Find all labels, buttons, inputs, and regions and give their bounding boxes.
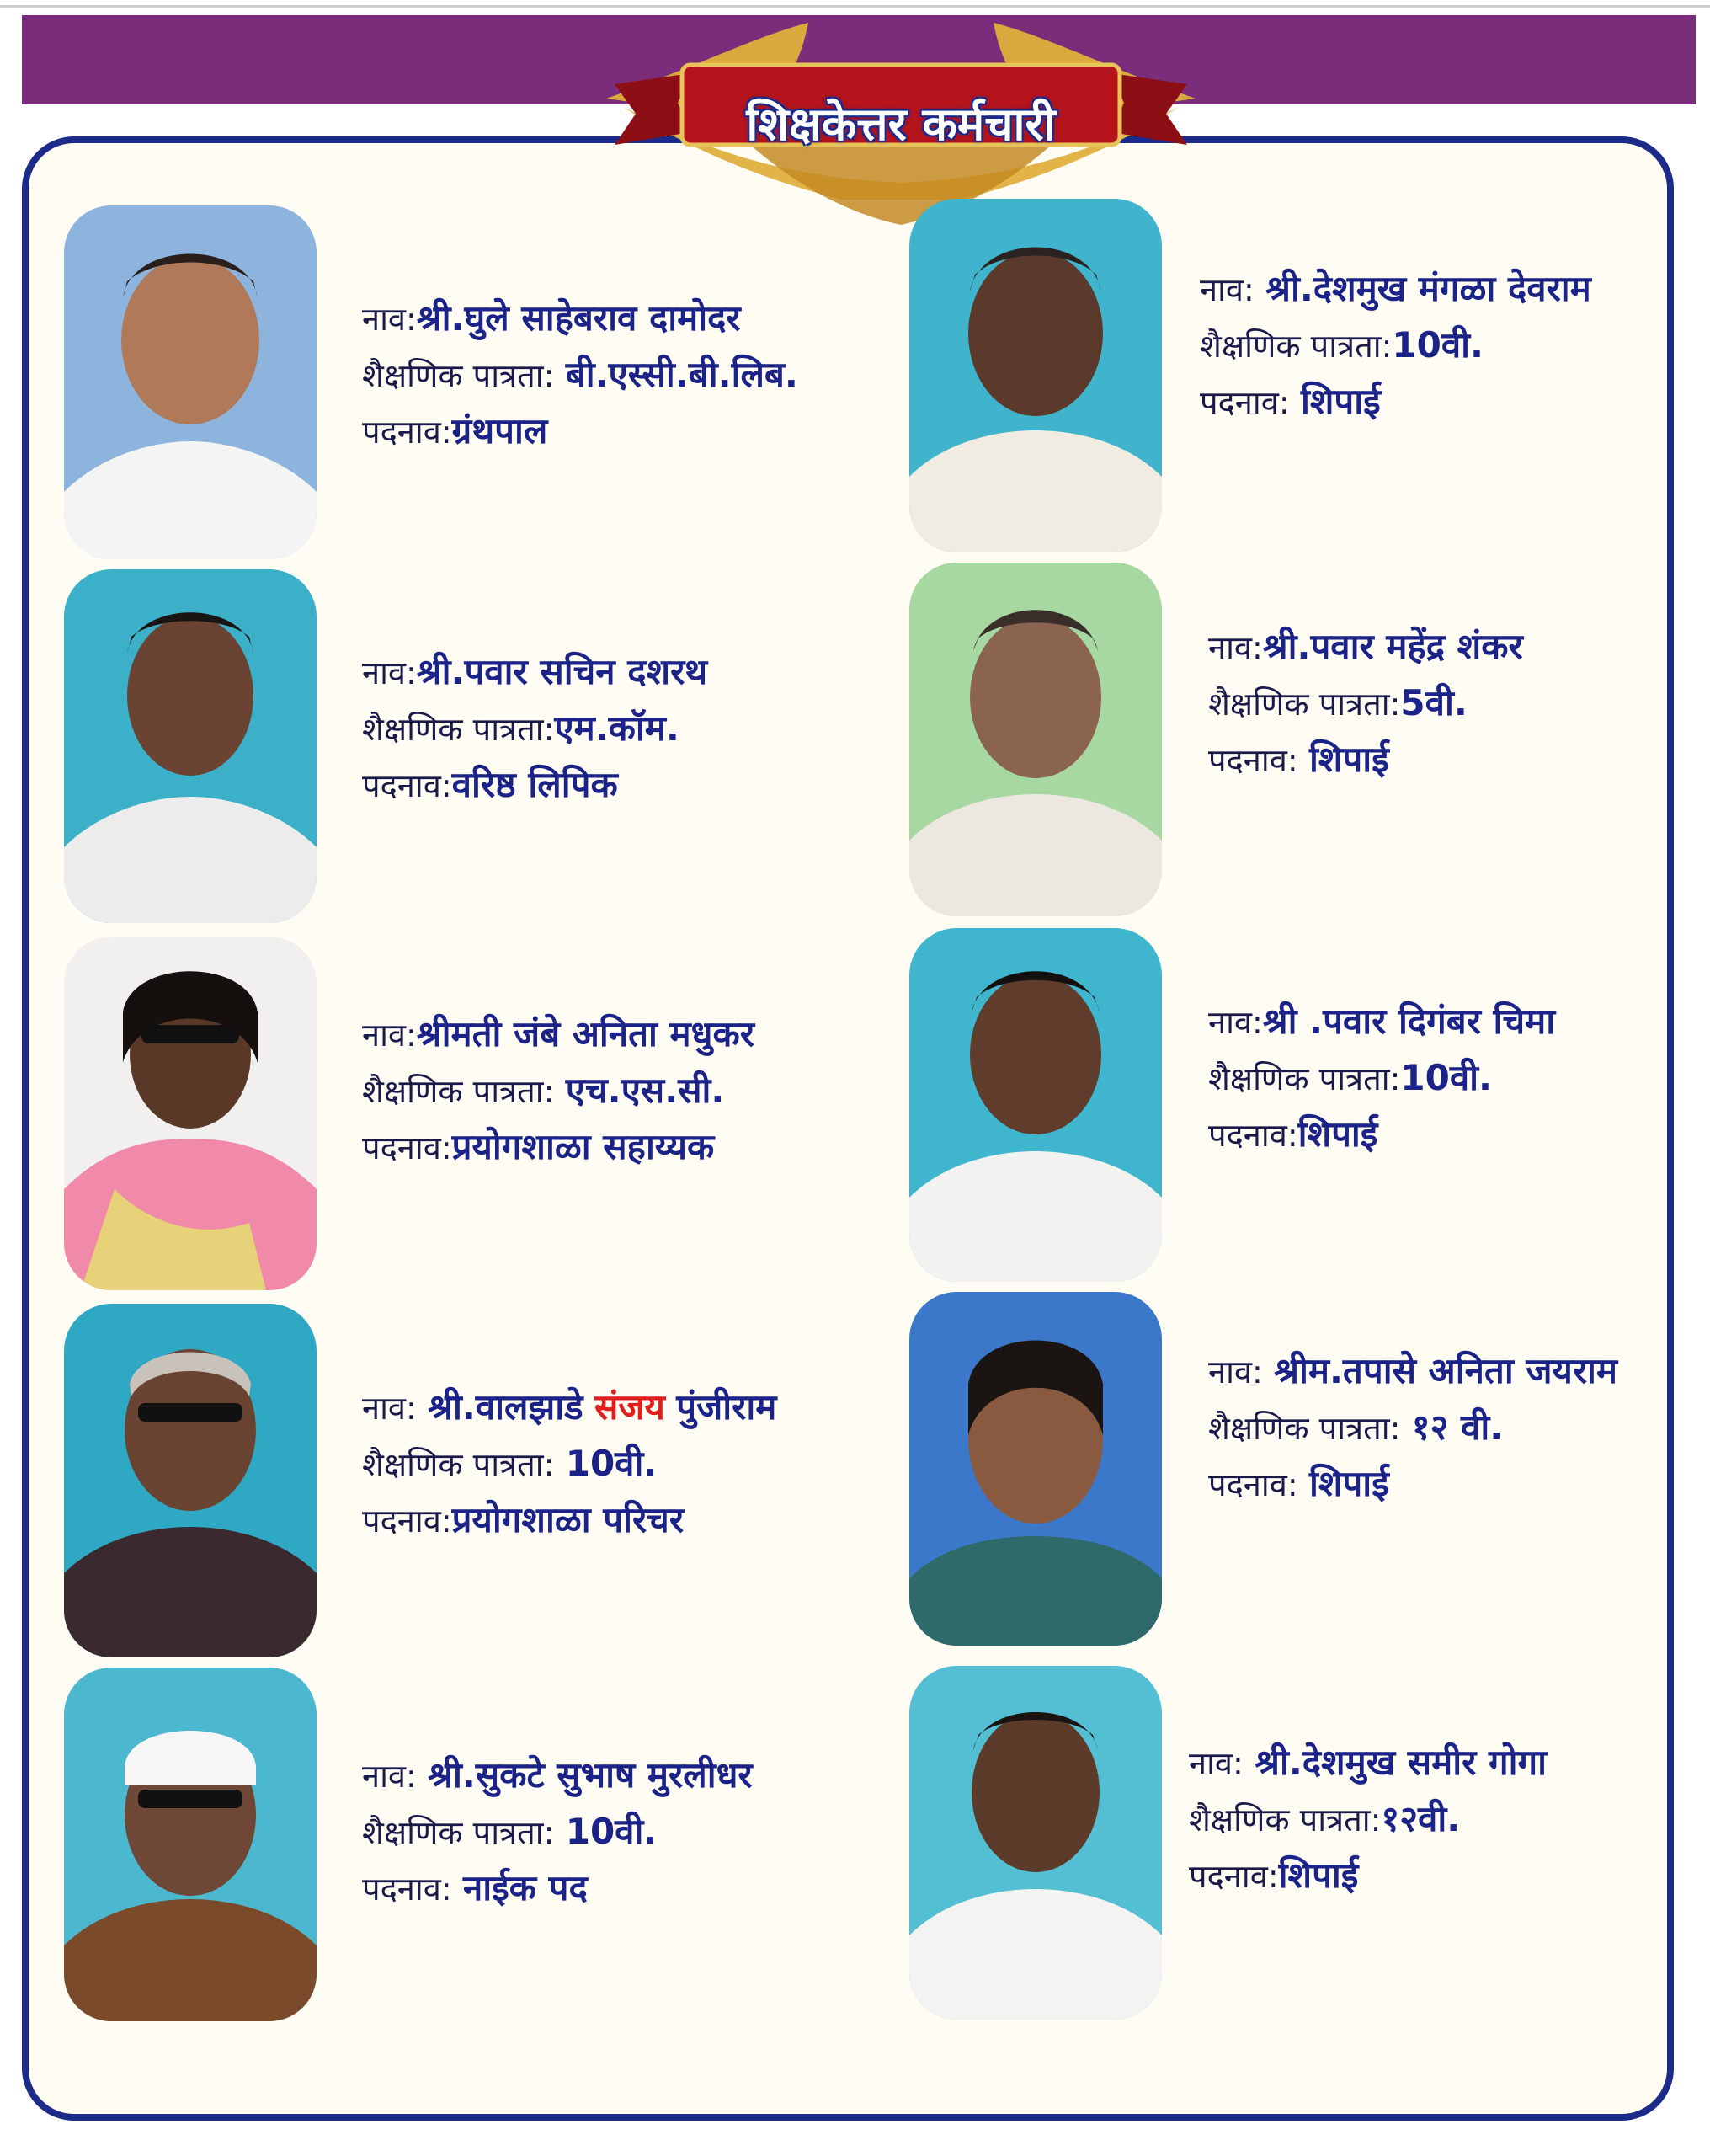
- staff-qualification: बी.एस्सी.बी.लिब.: [565, 354, 798, 395]
- staff-photo: [909, 1292, 1162, 1646]
- staff-qualification: 10वी.: [1392, 324, 1484, 366]
- staff-designation: शिपाई: [1308, 739, 1389, 780]
- staff-photo: [64, 1668, 317, 2021]
- staff-name: श्रीमती जंबे अनिता मधुकर: [416, 1013, 754, 1054]
- staff-name: श्री.देशमुख मंगळा देवराम: [1265, 268, 1591, 309]
- staff-photo: [909, 563, 1162, 916]
- staff-name-part: श्री.वालझाडे: [428, 1386, 583, 1428]
- staff-name-highlight: संजय: [594, 1386, 665, 1428]
- staff-name: श्री.देशमुख समीर गोगा: [1255, 1742, 1547, 1783]
- staff-qualification: 10वी.: [1400, 1057, 1493, 1098]
- staff-qualification: एच.एस.सी.: [565, 1070, 725, 1111]
- staff-designation: प्रयोगशाळा सहाय्यक: [451, 1126, 715, 1167]
- staff-photo: [64, 1304, 317, 1657]
- staff-name: श्री.घुले साहेबराव दामोदर: [416, 297, 741, 339]
- page-title: शिक्षकेत्तर कर्मचारी: [746, 98, 1056, 151]
- staff-photo: [909, 928, 1162, 1282]
- staff-photo: [64, 205, 317, 559]
- staff-photo: [909, 1666, 1162, 2020]
- staff-name: श्री.पवार महेंद्र शंकर: [1262, 626, 1523, 667]
- staff-designation: शिपाई: [1297, 1113, 1378, 1155]
- staff-designation: ग्रंथपाल: [451, 410, 548, 451]
- top-divider-line: [0, 5, 1710, 8]
- staff-name-part: पुंजीराम: [676, 1386, 777, 1428]
- staff-photo: [64, 569, 317, 923]
- staff-designation: प्रयोगशाळा परिचर: [451, 1499, 685, 1540]
- staff-photo: [909, 199, 1162, 552]
- staff-name: श्री .पवार दिगंबर चिमा: [1262, 1001, 1556, 1042]
- staff-designation: शिपाई: [1308, 1463, 1389, 1504]
- staff-name: श्रीम.तपासे अनिता जयराम: [1274, 1350, 1618, 1391]
- staff-name: श्री.पवार सचिन दशरथ: [416, 651, 708, 692]
- staff-qualification: 10वी.: [565, 1443, 658, 1484]
- staff-designation: शिपाई: [1300, 381, 1381, 422]
- staff-qualification: 10वी.: [565, 1811, 658, 1852]
- staff-name: श्री.सुकटे सुभाष मुरलीधर: [428, 1754, 753, 1796]
- staff-qualification: एम.कॉम.: [554, 707, 679, 749]
- staff-photo: [64, 937, 317, 1290]
- staff-qualification: 5वी.: [1400, 682, 1468, 723]
- staff-designation: वरिष्ठ लिपिक: [451, 764, 618, 805]
- staff-designation: शिपाई: [1278, 1854, 1359, 1896]
- staff-qualification: १२ वी.: [1411, 1406, 1504, 1448]
- staff-qualification: १२वी.: [1381, 1798, 1461, 1839]
- staff-designation: नाईक पद: [462, 1867, 588, 1908]
